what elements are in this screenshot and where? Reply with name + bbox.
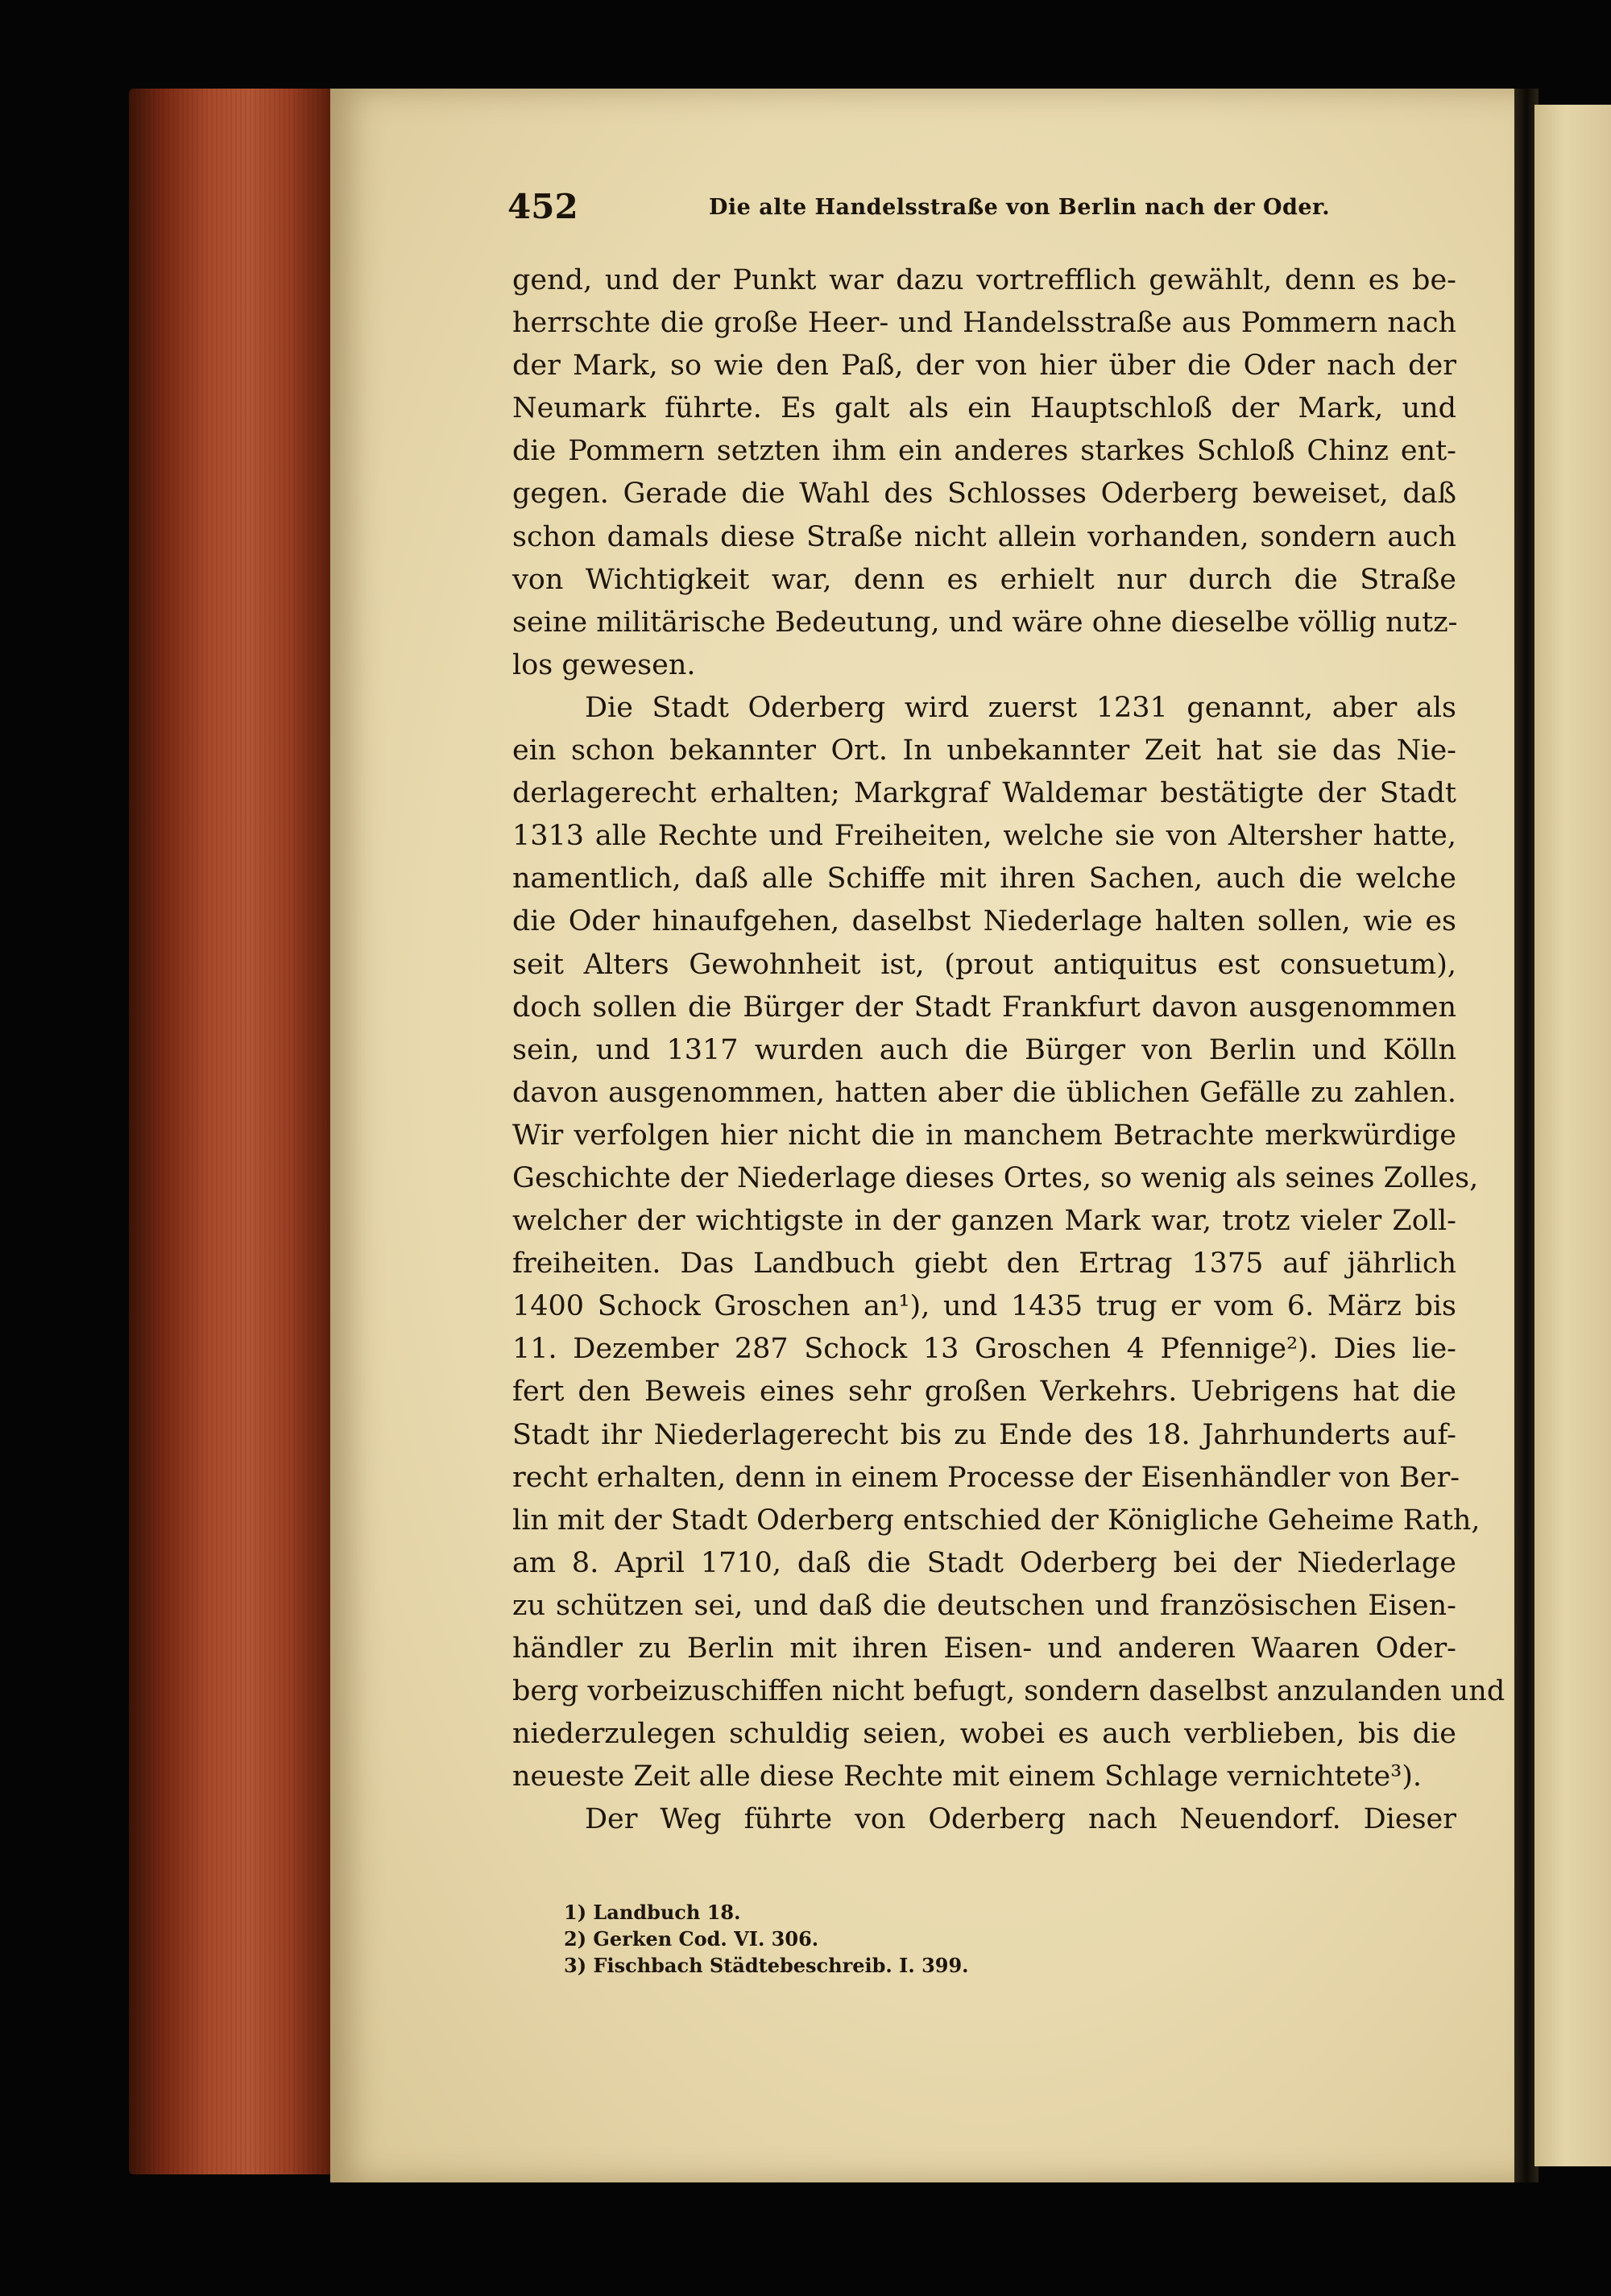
- text-line: fert den Beweis eines sehr großen Verkehrs. Uebrigens hat die: [512, 1376, 1456, 1409]
- paragraph-start-line: Die Stadt Oderberg wird zuerst 1231 genannt, aber als: [585, 691, 1456, 724]
- text-line: am 8. April 1710, daß die Stadt Oderberg bei der Niederlage: [512, 1546, 1456, 1579]
- text-line: davon ausgenommen, hatten aber die üblichen Gefälle zu zahlen.: [512, 1076, 1456, 1109]
- text-line: gegen. Gerade die Wahl des Schlosses Oderberg beweiset, daß: [512, 478, 1456, 511]
- text-line: doch sollen die Bürger der Stadt Frankfurt davon ausgenommen: [512, 991, 1456, 1024]
- text-line: Neumark führte. Es galt als ein Hauptschloß der Mark, und: [512, 392, 1456, 425]
- text-line: händler zu Berlin mit ihren Eisen- und anderen Waaren Oder-: [512, 1632, 1456, 1665]
- text-line: gend, und der Punkt war dazu vortrefflich gewählt, denn es be-: [512, 264, 1456, 296]
- footnote: 2) Gerken Cod. VI. 306.: [564, 1927, 819, 1951]
- text-line: berg vorbeizuschiffen nicht befugt, sondern daselbst anzulanden und: [512, 1675, 1505, 1708]
- paragraph-start-line: Der Weg führte von Oderberg nach Neuendorf. Dieser: [585, 1803, 1456, 1836]
- text-line: derlagerecht erhalten; Markgraf Waldemar bestätigte der Stadt: [512, 777, 1456, 810]
- facing-page-edge: [1534, 105, 1611, 2166]
- running-title: Die alte Handelsstraße von Berlin nach der Oder.: [709, 195, 1331, 220]
- text-line: 1400 Schock Groschen an¹), und 1435 trug er vom 6. März bis: [512, 1290, 1456, 1323]
- text-line: von Wichtigkeit war, denn es erhielt nur durch die Straße: [512, 563, 1456, 596]
- body-text: [512, 259, 1505, 1841]
- footnotes: [564, 1899, 1208, 1979]
- text-line: niederzulegen schuldig seien, wobei es auch verblieben, bis die: [512, 1718, 1456, 1751]
- text-line: Geschichte der Niederlage dieses Ortes, so wenig als seines Zolles,: [512, 1161, 1479, 1194]
- text-line: seine militärische Bedeutung, und wäre ohne dieselbe völlig nutz-: [512, 606, 1458, 639]
- text-line: zu schützen sei, und daß die deutschen und französischen Eisen-: [512, 1589, 1456, 1622]
- text-line: Wir verfolgen hier nicht die in manchem Betrachte merkwürdige: [512, 1119, 1456, 1152]
- text-line: schon damals diese Straße nicht allein vorhanden, sondern auch: [512, 520, 1456, 553]
- text-line: Stadt ihr Niederlagerecht bis zu Ende des 18. Jahrhunderts auf-: [512, 1418, 1456, 1451]
- text-line: seit Alters Gewohnheit ist, (prout antiquitus est consuetum),: [512, 948, 1456, 981]
- text-line: die Pommern setzten ihm ein anderes starkes Schloß Chinz ent-: [512, 435, 1456, 468]
- text-line: die Oder hinaufgehen, daselbst Niederlage halten sollen, wie es: [512, 905, 1456, 938]
- text-line: los gewesen.: [512, 648, 696, 681]
- book-page-edges: [129, 89, 330, 2174]
- page-number: 452: [507, 187, 578, 226]
- text-line: herrschte die große Heer- und Handelsstraße aus Pommern nach: [512, 307, 1456, 340]
- page-header: [507, 187, 1458, 235]
- text-line: freiheiten. Das Landbuch giebt den Ertrag 1375 auf jährlich: [512, 1247, 1456, 1280]
- text-line: 11. Dezember 287 Schock 13 Groschen 4 Pfennige²). Dies lie-: [512, 1333, 1456, 1366]
- text-line: welcher der wichtigste in der ganzen Mark war, trotz vieler Zoll-: [512, 1205, 1456, 1238]
- text-line: recht erhalten, denn in einem Processe der Eisenhändler von Ber-: [512, 1461, 1460, 1494]
- text-line: der Mark, so wie den Paß, der von hier über die Oder nach der: [512, 350, 1456, 383]
- text-line: 1313 alle Rechte und Freiheiten, welche sie von Altersher hatte,: [512, 820, 1456, 853]
- footnote: 1) Landbuch 18.: [564, 1901, 741, 1924]
- text-line: neueste Zeit alle diese Rechte mit einem Schlage vernichtete³).: [512, 1760, 1423, 1793]
- footnote: 3) Fischbach Städtebeschreib. I. 399.: [564, 1954, 969, 1977]
- text-line: lin mit der Stadt Oderberg entschied der Königliche Geheime Rath,: [512, 1504, 1481, 1537]
- text-line: namentlich, daß alle Schiffe mit ihren Sachen, auch die welche: [512, 863, 1456, 896]
- text-line: sein, und 1317 wurden auch die Bürger von Berlin und Kölln: [512, 1033, 1456, 1066]
- text-line: ein schon bekannter Ort. In unbekannter Zeit hat sie das Nie-: [512, 734, 1456, 767]
